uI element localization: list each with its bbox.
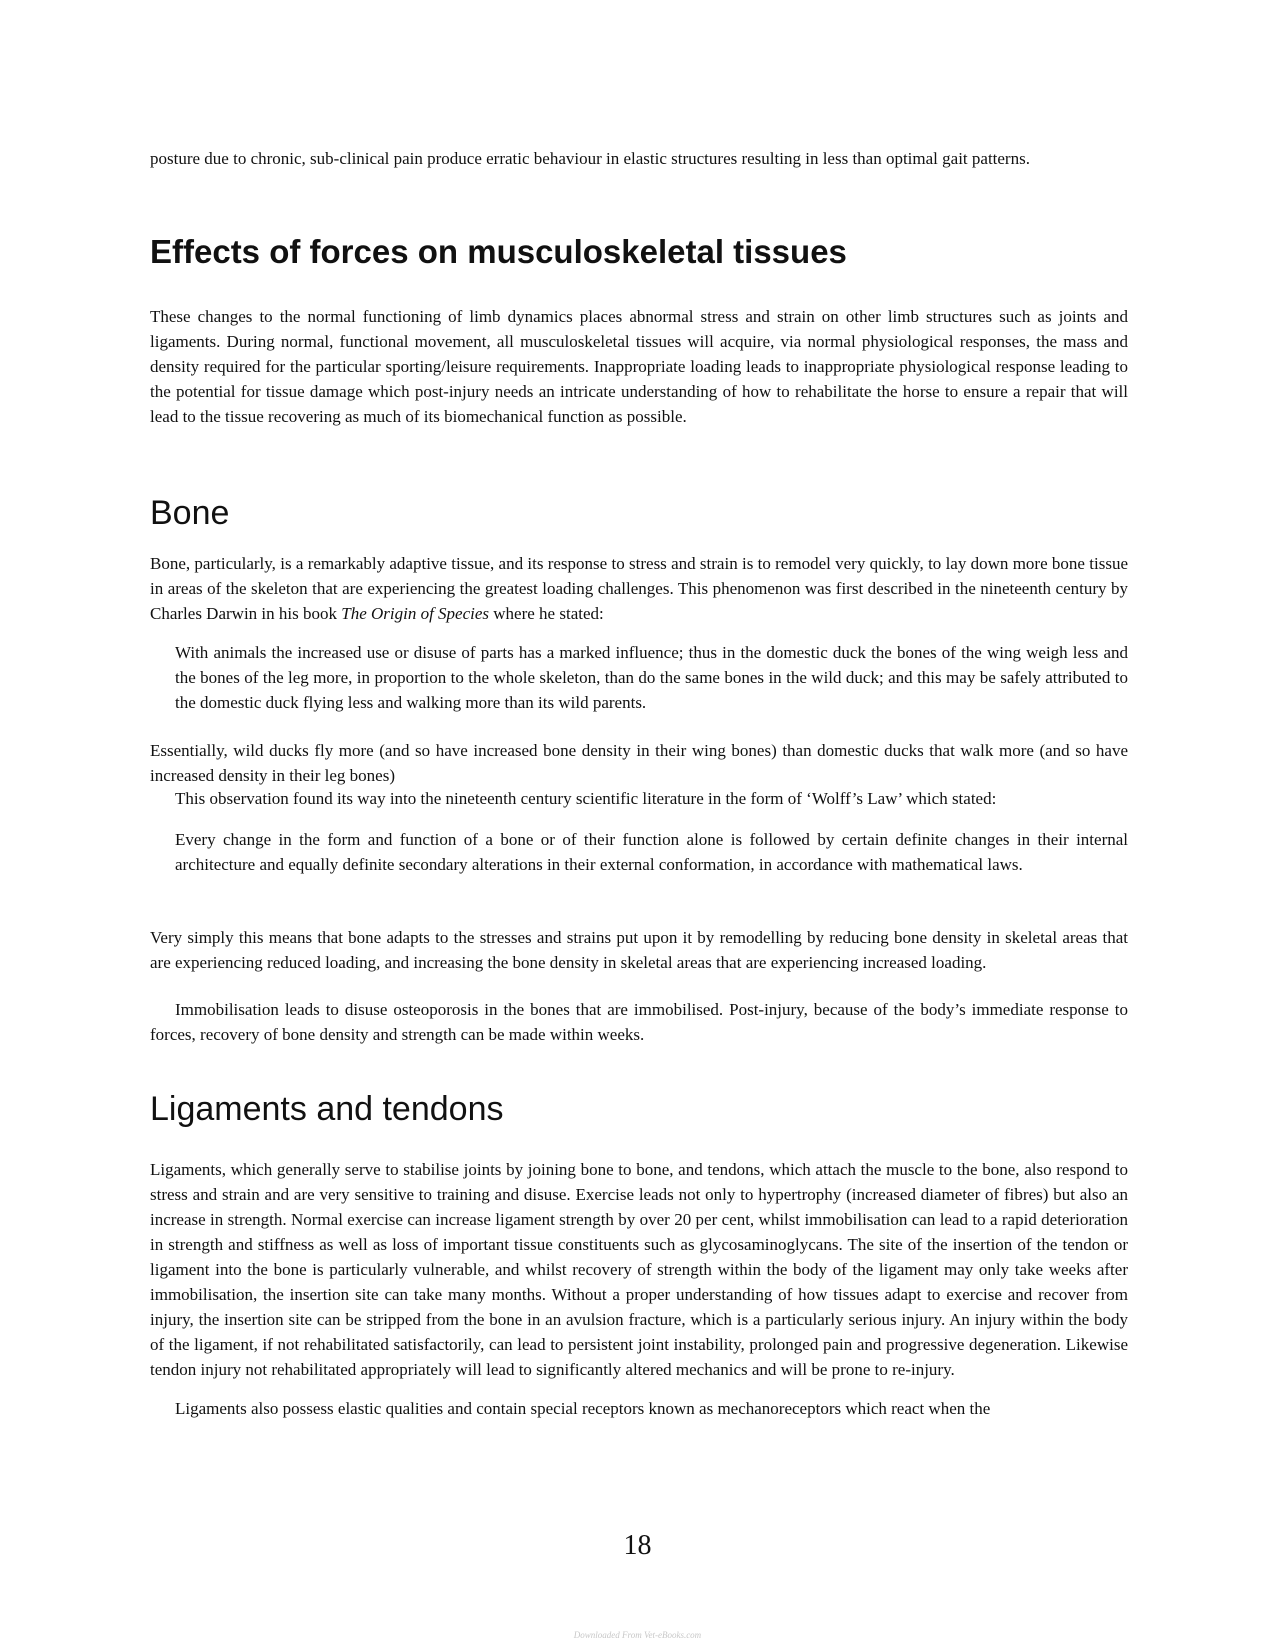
download-watermark: Downloaded From Vet-eBooks.com xyxy=(573,1630,702,1640)
page-number: 18 xyxy=(623,1530,652,1561)
book-title: The Origin of Species xyxy=(341,604,490,623)
bone-paragraph-1-text-b: where he stated: xyxy=(489,604,604,623)
bone-paragraph-3: This observation found its way into the nineteenth century scientific literature in the form of ‘Wolff’s Law’ which stated: xyxy=(175,789,997,808)
section-heading-effects-of-forces: Effects of forces on musculoskeletal tissues xyxy=(150,233,847,270)
section-heading-bone: Bone xyxy=(150,494,230,532)
ligaments-paragraph-2: Ligaments also possess elastic qualities and contain special receptors known as mechanoreceptors which react when the xyxy=(175,1399,991,1418)
bone-paragraph-4: Very simply this means that bone adapts to the stresses and strains put upon it by remodelling by reducing bone density in skeletal areas that are experiencing reduced loading, and increasing the bone density in skeletal areas that are experiencing increased loading. xyxy=(150,928,1128,972)
effects-paragraph: These changes to the normal functioning of limb dynamics places abnormal stress and strain on other limb structures such as joints and ligaments. During normal, functional movement, all musculoskeletal tissues will acquire, via normal physiological responses, the mass and density required for the particular sporting/leisure requirements. Inappropriate loading leads to inappropriate physiological response leading to the potential for tissue damage which post-injury needs an intricate understanding of how to rehabilitate the horse to ensure a repair that will lead to the tissue recovering as much of its biomechanical function as possible. xyxy=(150,307,1128,426)
intro-paragraph: posture due to chronic, sub-clinical pain produce erratic behaviour in elastic structures resulting in less than optimal gait patterns. xyxy=(150,149,1030,168)
wolffs-law-quote: Every change in the form and function of a bone or of their function alone is followed by certain definite changes in their internal architecture and equally definite secondary alterations in their external conformation, in accordance with mathematical laws. xyxy=(175,830,1128,874)
bone-paragraph-1 xyxy=(150,551,1128,626)
bone-paragraph-1-text-a: Bone, particularly, is a remarkably adaptive tissue, and its response to stress and strain is to remodel very quickly, to lay down more bone tissue in areas of the skeleton that are experiencing the greatest loading challenges. This phenomenon was first described in the nineteenth century by Charles Darwin in his book xyxy=(150,554,1128,623)
section-heading-ligaments-and-tendons: Ligaments and tendons xyxy=(150,1090,504,1128)
ligaments-paragraph-1: Ligaments, which generally serve to stabilise joints by joining bone to bone, and tendons, which attach the muscle to the bone, also respond to stress and strain and are very sensitive to training and disuse. Exercise leads not only to hypertrophy (increased diameter of fibres) but also an increase in strength. Normal exercise can increase ligament strength by over 20 per cent, whilst immobilisation can lead to a rapid deterioration in strength and stiffness as well as loss of important tissue constituents such as glycosaminoglycans. The site of the insertion of the tendon or ligament into the bone is particularly vulnerable, and whilst recovery of strength within the body of the ligament may only take weeks after immobilisation, the insertion site can take many months. Without a proper understanding of how tissues adapt to exercise and recover from injury, the insertion site can be stripped from the bone in an avulsion fracture, which is a particularly serious injury. An injury within the body of the ligament, if not rehabilitated satisfactorily, can lead to persistent joint instability, prolonged pain and progressive degeneration. Likewise tendon injury not rehabilitated appropriately will lead to significantly altered mechanics and will be prone to re-injury. xyxy=(150,1160,1128,1379)
bone-paragraph-5: Immobilisation leads to disuse osteoporosis in the bones that are immobilised. Post-injury, because of the body’s immediate response to forces, recovery of bone density and strength can be made within weeks. xyxy=(150,1000,1128,1044)
bone-paragraph-2: Essentially, wild ducks fly more (and so have increased bone density in their wing bones) than domestic ducks that walk more (and so have increased density in their leg bones) xyxy=(150,741,1128,785)
darwin-quote: With animals the increased use or disuse of parts has a marked influence; thus in the domestic duck the bones of the wing weigh less and the bones of the leg more, in proportion to the whole skeleton, than do the same bones in the wild duck; and this may be safely attributed to the domestic duck flying less and walking more than its wild parents. xyxy=(175,643,1128,712)
